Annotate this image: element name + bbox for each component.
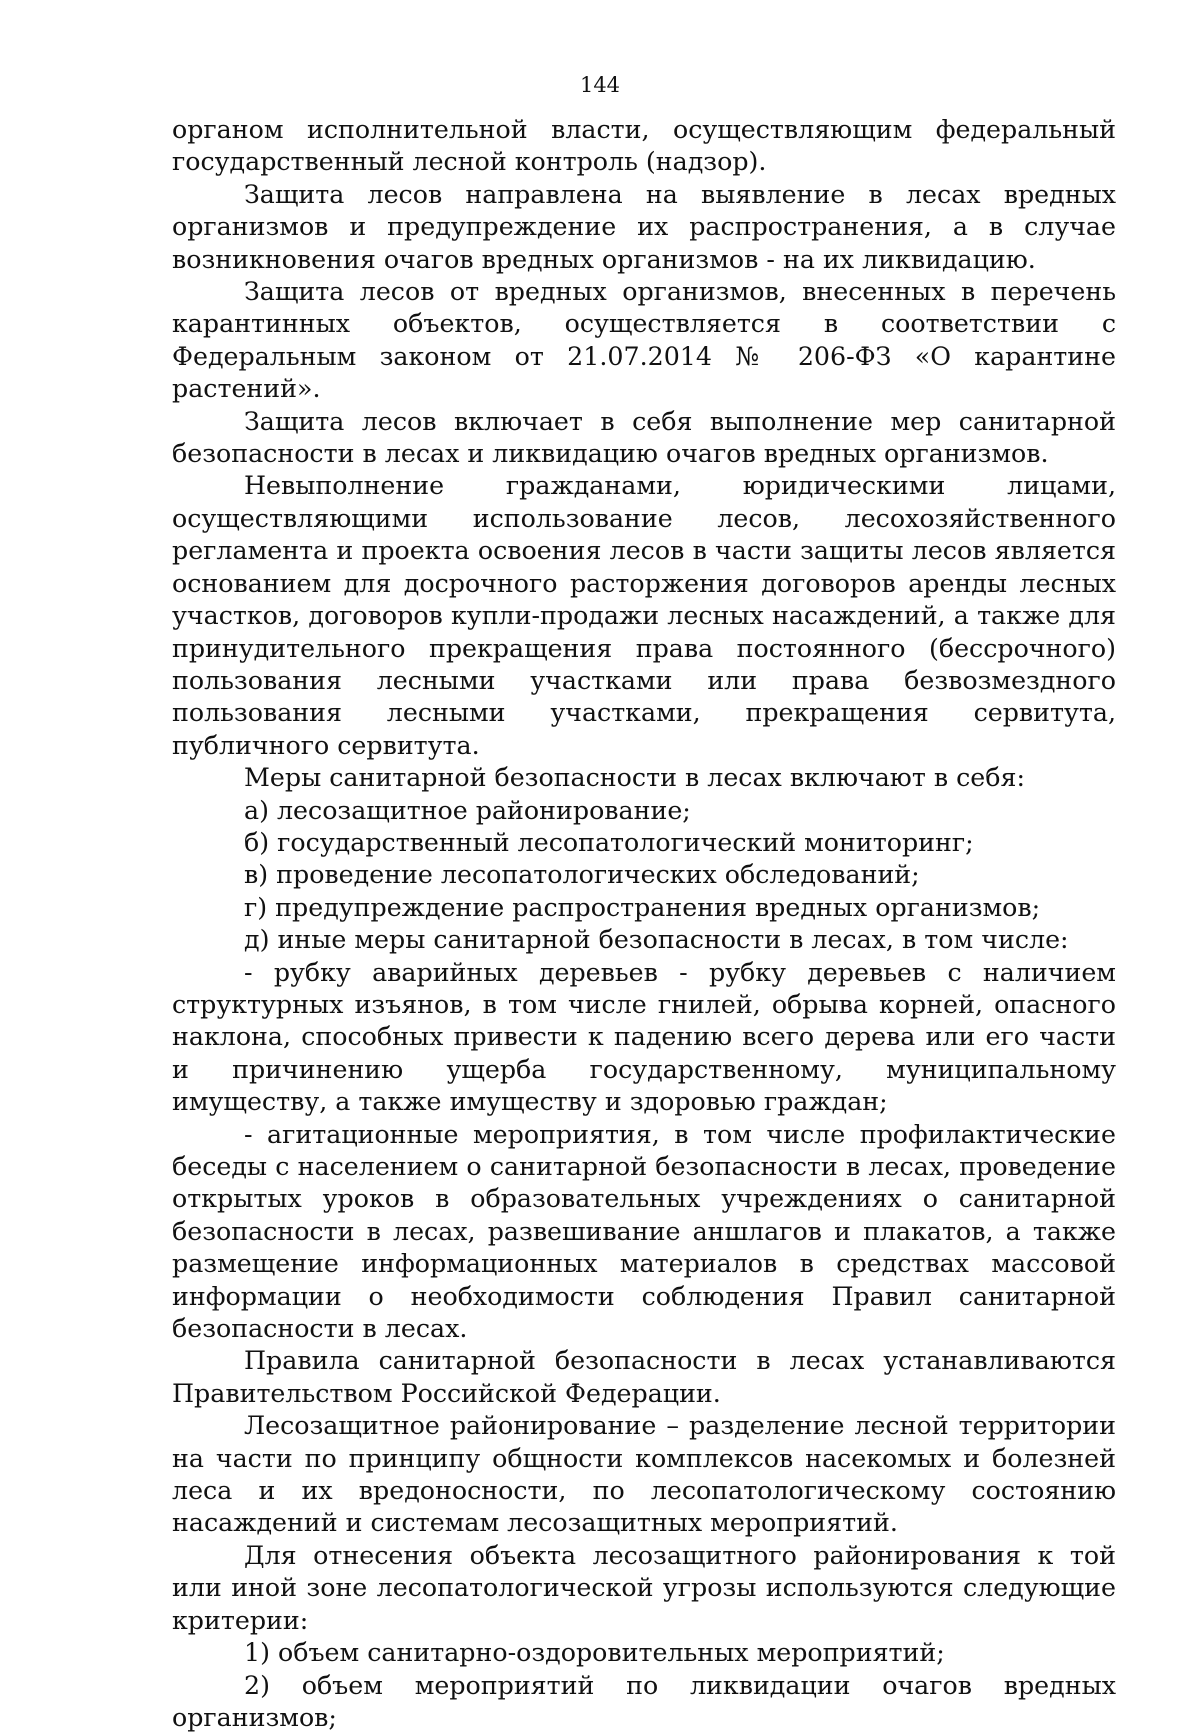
- paragraph: Лесозащитное районирование – разделение лесной территории на части по принципу общности комплексов насекомых и болезней леса и их вредоносности, по лесопатологическому состоянию насаждений и системам лесозащитных мероприятий.: [172, 1410, 1116, 1540]
- list-item: 2) объем мероприятий по ликвидации очагов вредных организмов;: [172, 1670, 1116, 1734]
- list-item: в) проведение лесопатологических обследований;: [172, 859, 1116, 891]
- list-item: д) иные меры санитарной безопасности в лесах, в том числе:: [172, 924, 1116, 956]
- page-number: 144: [0, 72, 1200, 98]
- list-item: г) предупреждение распространения вредных организмов;: [172, 892, 1116, 924]
- paragraph: Правила санитарной безопасности в лесах устанавливаются Правительством Российской Федерации.: [172, 1345, 1116, 1410]
- paragraph: Защита лесов направлена на выявление в лесах вредных организмов и предупреждение их распространения, а в случае возникновения очагов вредных организмов - на их ликвидацию.: [172, 179, 1116, 276]
- paragraph: Невыполнение гражданами, юридическими лицами, осуществляющими использование лесов, лесохозяйственного регламента и проекта освоения лесов в части защиты лесов является основанием для досрочного расторжения договоров аренды лесных участков, договоров купли-продажи лесных насаждений, а также для принудительного прекращения права постоянного (бессрочного) пользования лесными участками или права безвозмездного пользования лесными участками, прекращения сервитута, публичного сервитута.: [172, 470, 1116, 762]
- document-body: [172, 114, 1116, 1734]
- paragraph: Защита лесов от вредных организмов, внесенных в перечень карантинных объектов, осуществляется в соответствии с Федеральным законом от 21.07.2014 № 206-ФЗ «О карантине растений».: [172, 276, 1116, 406]
- paragraph: Защита лесов включает в себя выполнение мер санитарной безопасности в лесах и ликвидацию очагов вредных организмов.: [172, 406, 1116, 471]
- paragraph-continuation: органом исполнительной власти, осуществляющим федеральный государственный лесной контроль (надзор).: [172, 114, 1116, 179]
- dash-item: - агитационные мероприятия, в том числе профилактические беседы с населением о санитарной безопасности в лесах, проведение открытых уроков в образовательных учреждениях о санитарной безопасности в лесах, развешивание аншлагов и плакатов, а также размещение информационных материалов в средствах массовой информации о необходимости соблюдения Правил санитарной безопасности в лесах.: [172, 1119, 1116, 1346]
- list-item: б) государственный лесопатологический мониторинг;: [172, 827, 1116, 859]
- dash-item: - рубку аварийных деревьев - рубку деревьев с наличием структурных изъянов, в том числе гнилей, обрыва корней, опасного наклона, способных привести к падению всего дерева или его части и причинению ущерба государственному, муниципальному имуществу, а также имуществу и здоровью граждан;: [172, 957, 1116, 1119]
- list-intro: Меры санитарной безопасности в лесах включают в себя:: [172, 762, 1116, 794]
- list-item: 1) объем санитарно-оздоровительных мероприятий;: [172, 1637, 1116, 1669]
- list-item: а) лесозащитное районирование;: [172, 795, 1116, 827]
- paragraph: Для отнесения объекта лесозащитного районирования к той или иной зоне лесопатологической угрозы используются следующие критерии:: [172, 1540, 1116, 1637]
